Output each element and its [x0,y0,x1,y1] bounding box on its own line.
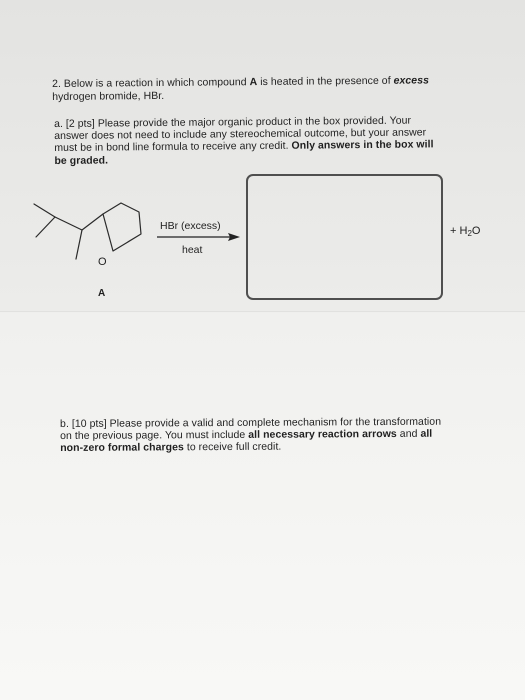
part-a-instructions [54,114,474,167]
part-b-line-1: b. [10 pts] Please provide a valid and complete mechanism for the transformation [60,415,442,430]
question-line-2: hydrogen bromide, HBr. [52,89,165,103]
ring-oxygen-label: O [98,256,107,268]
excess-emphasis: excess [393,74,430,87]
compound-label: A [98,288,106,299]
page-edge-shadow [0,311,525,313]
question-2 [52,74,472,103]
compound-reference: A [249,76,258,89]
part-b-all-emphasis: all [420,427,433,441]
question-prefix: 2. Below is a reaction in which compound [52,76,250,90]
part-b-line-3-suffix: to receive full credit. [183,441,282,454]
paper-bottom-page [0,312,525,700]
part-a-line-3-bold: Only answers in the box will [291,138,434,153]
answer-box[interactable] [246,174,443,300]
part-b-line-3 [60,440,480,455]
part-b-reaction-arrows-emphasis: all necessary reaction arrows [248,428,397,442]
part-b-formal-charges-emphasis: non-zero formal charges [60,441,184,455]
water-prefix: + H [450,225,468,237]
part-a-line-2: answer does not need to include any stereochemical outcome, but your answer [54,126,427,143]
reaction-condition: heat [182,244,203,256]
part-b-line-2-prefix: on the previous page. You must include [60,429,249,443]
water-suffix: O [471,225,481,237]
part-b-line-2-middle: and [396,428,421,441]
reaction-reagent: HBr (excess) [160,220,221,232]
water-byproduct [450,225,480,240]
part-a-line-4: be graded. [54,154,109,167]
part-b-instructions [60,415,480,454]
part-a-line-1: a. [2 pts] Please provide the major organic product in the box provided. Your [54,114,412,130]
question-middle: is heated in the presence of [257,74,394,89]
part-a-line-3-prefix: must be in bond line formula to receive any credit. [54,140,292,155]
water-subscript: 2 [467,229,472,238]
